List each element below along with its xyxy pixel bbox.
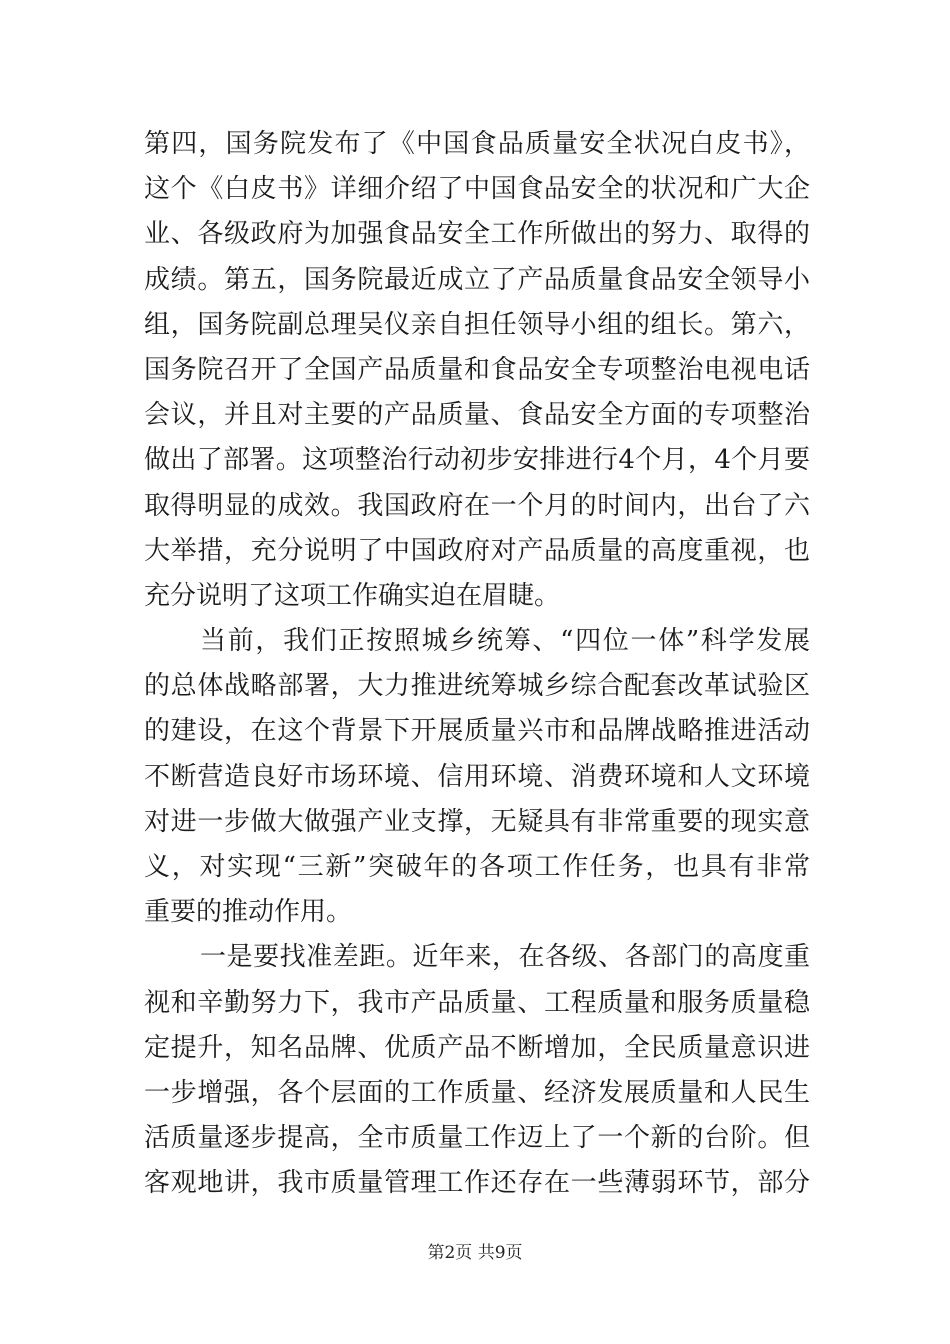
text-line: 做出了部署。这项整治行动初步安排进行4个月，4个月要 [144,445,810,476]
text-line: 一步增强，各个层面的工作质量、经济发展质量和人民生 [144,1077,810,1108]
paragraph-first-line: 当前，我们正按照城乡统筹、“四位一体”科学发展 [200,626,810,657]
text-line: 大举措，充分说明了中国政府对产品质量的高度重视，也 [144,535,810,566]
text-line: 组，国务院副总理吴仪亲自担任领导小组的组长。第六， [144,309,810,340]
text-line: 的建设，在这个背景下开展质量兴市和品牌战略推进活动 [144,716,810,747]
text-line: 国务院召开了全国产品质量和食品安全专项整治电视电话 [144,354,810,385]
text-line: 成绩。第五，国务院最近成立了产品质量食品安全领导小 [144,264,810,295]
text-line: 义，对实现“三新”突破年的各项工作任务，也具有非常 [144,852,810,882]
text-line: 对进一步做大做强产业支撑，无疑具有非常重要的现实意 [144,806,810,837]
text-line: 客观地讲，我市质量管理工作还存在一些薄弱环节，部分 [144,1168,810,1199]
text-line: 这个《白皮书》详细介绍了中国食品安全的状况和广大企 [144,174,810,205]
text-line: 活质量逐步提高，全市质量工作迈上了一个新的台阶。但 [144,1123,810,1154]
text-line: 会议，并且对主要的产品质量、食品安全方面的专项整治 [144,400,810,431]
text-line: 视和辛勤努力下，我市产品质量、工程质量和服务质量稳 [144,987,810,1018]
document-body [144,122,810,1207]
text-line: 业、各级政府为加强食品安全工作所做出的努力、取得的 [144,219,810,250]
text-line: 不断营造良好市场环境、信用环境、消费环境和人文环境 [144,761,810,792]
text-line: 的总体战略部署，大力推进统筹城乡综合配套改革试验区 [144,671,810,702]
text-line: 第四，国务院发布了《中国食品质量安全状况白皮书》， [144,129,810,159]
text-line: 定提升，知名品牌、优质产品不断增加，全民质量意识进 [144,1032,810,1063]
text-line: 重要的推动作用。 [144,897,353,928]
text-line: 充分说明了这项工作确实迫在眉睫。 [144,580,561,611]
paragraph-first-line: 一是要找准差距。近年来，在各级、各部门的高度重 [200,942,810,973]
page-number-footer: 第2页 共9页 [427,1243,523,1263]
text-line: 取得明显的成效。我国政府在一个月的时间内，出台了六 [144,490,810,521]
